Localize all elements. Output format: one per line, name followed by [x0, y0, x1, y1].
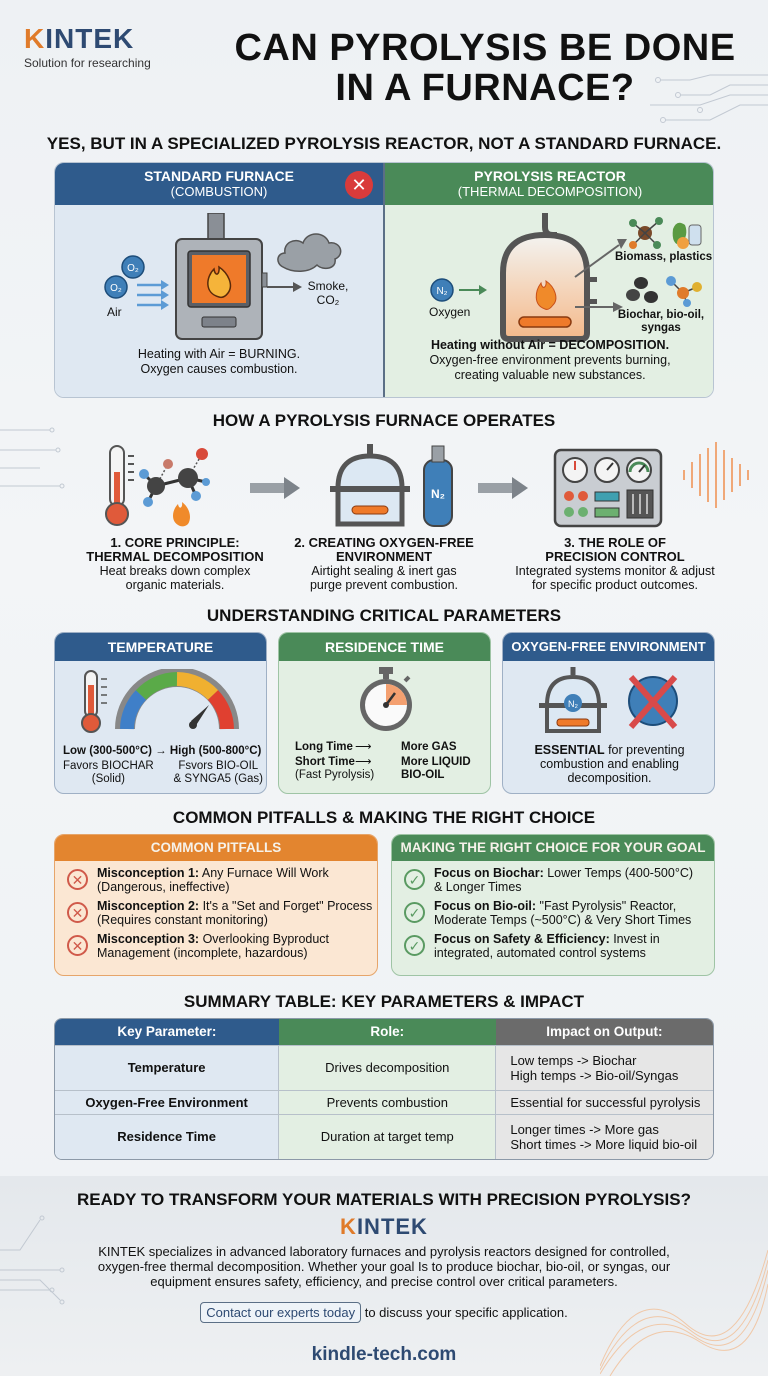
common-pitfalls-header: COMMON PITFALLS	[55, 835, 377, 861]
waveform-decoration-icon	[680, 440, 768, 510]
temperature-range-text: Low (300-500°C) → High (500-800°C) Favors BIOCHAR (Solid) Fsvors BIO-OIL & SYNGA5 (Gas)	[63, 745, 263, 785]
check-circle-icon: ✓	[404, 902, 425, 923]
website-link[interactable]: kindle-tech.com	[311, 1344, 457, 1365]
biomass-label: Biomass, plastics	[615, 251, 713, 263]
step-oxygen-free: 2. CREATING OXYGEN-FREE ENVIRONMENT Airtight sealing & inert gas purge prevent combustion.	[294, 535, 474, 592]
furnace-stove-icon	[170, 213, 270, 343]
residence-time-text: Long Time ⟶ More GAS Short Time ⟶ More LIQUID (Fast Pyrolysis) BIO-OIL	[295, 741, 471, 781]
oxygen-free-text: ESSENTIAL for preventing combustion and enabling decomposition.	[534, 743, 685, 785]
biomass-plastics-icon	[625, 215, 705, 251]
footer-description: KINTEK specializes in advanced laboratory furnaces and pyrolysis reactors designed for controlled, oxygen-free thermal decomposition. Whether your goal Is to produce biochar, bio-oil, or syngas, our equipment ensures safety, efficiency, and precise control over critical parameters.	[97, 1244, 671, 1289]
products-label: Biochar, bio-oil, syngas	[617, 309, 705, 334]
pitfalls-section-title: COMMON PITFALLS & MAKING THE RIGHT CHOICE	[172, 808, 596, 827]
step-arrow-icon	[250, 477, 300, 499]
standard-furnace-header: STANDARD FURNACE (COMBUSTION)	[55, 163, 383, 205]
comparison-panel	[54, 162, 714, 398]
control-panel-icon	[553, 448, 663, 528]
pitfall-item: ✕ Misconception 2: It's a "Set and Forget" Process (Requires constant monitoring)	[55, 899, 377, 927]
pyrolysis-reactor-caption: Heating without Air = DECOMPOSITION. Oxygen-free environment prevents burning, creating valuable new substances.	[429, 338, 671, 382]
standard-furnace-caption: Heating with Air = BURNING. Oxygen causes combustion.	[137, 347, 301, 376]
step-core-principle: 1. CORE PRINCIPLE: THERMAL DECOMPOSITION Heat breaks down complex organic materials.	[86, 535, 264, 592]
sealed-reactor-nitrogen-icon	[330, 444, 460, 530]
cross-circle-icon: ✕	[67, 869, 88, 890]
logo-tagline: Solution for researching	[24, 56, 151, 70]
nitrogen-inlet-icon	[429, 277, 489, 303]
common-pitfalls-card	[54, 834, 378, 976]
thermometer-gauge-icon	[79, 669, 249, 735]
table-row: Residence Time Duration at target temp Longer times -> More gas Short times -> More liquid bio-oil	[55, 1114, 713, 1159]
svg-text:N₂: N₂	[436, 286, 448, 297]
footer-cta-row: Contact our experts today to discuss your specific application.	[0, 1302, 768, 1323]
choice-item: ✓ Focus on Safety & Efficiency: Invest in integrated, automated control systems	[392, 932, 714, 960]
smoke-cloud-icon	[275, 225, 345, 275]
check-circle-icon: ✓	[404, 935, 425, 956]
footer-title: READY TO TRANSFORM YOUR MATERIALS WITH PRECISION PYROLYSIS?	[77, 1190, 691, 1209]
kintek-logo	[24, 24, 151, 70]
column-header: Role:	[279, 1019, 496, 1045]
sealed-chamber-no-oxygen-icon	[539, 667, 689, 737]
contact-experts-button[interactable]: Contact our experts today	[200, 1302, 361, 1323]
residence-time-card	[278, 632, 491, 794]
table-row: Oxygen-Free Environment Prevents combustion Essential for successful pyrolysis	[55, 1091, 713, 1115]
right-choice-card	[391, 834, 715, 976]
standard-furnace-panel	[55, 163, 385, 397]
pyrolysis-reactor-panel	[385, 163, 714, 397]
residence-time-card-header: RESIDENCE TIME	[279, 633, 490, 661]
svg-text:O₂: O₂	[127, 263, 139, 274]
column-header: Key Parameter:	[55, 1019, 279, 1045]
svg-text:O₂: O₂	[110, 283, 122, 294]
svg-text:N₂: N₂	[431, 487, 445, 501]
page-title: CAN PYROLYSIS BE DONE IN A FURNACE?	[234, 27, 736, 109]
logo-wordmark: KINTEK	[24, 23, 135, 54]
page-subtitle: YES, BUT IN A SPECIALIZED PYROLYSIS REACTOR, NOT A STANDARD FURNACE.	[46, 134, 722, 153]
temperature-card-header: TEMPERATURE	[55, 633, 266, 661]
air-label: Air	[107, 305, 122, 319]
summary-table-title: SUMMARY TABLE: KEY PARAMETERS & IMPACT	[183, 992, 585, 1011]
circuit-left-decoration-icon	[0, 410, 70, 500]
pyrolysis-reactor-header: PYROLYSIS REACTOR (THERMAL DECOMPOSITION)	[385, 163, 714, 205]
table-row: Temperature Drives decomposition Low temps -> Biochar High temps -> Bio-oil/Syngas	[55, 1045, 713, 1091]
step-arrow-icon	[478, 477, 528, 499]
pitfall-item: ✕ Misconception 3: Overlooking Byproduct Management (incomplete, hazardous)	[55, 932, 377, 960]
oxygen-free-card-header: OXYGEN-FREE ENVIRONMENT	[503, 633, 714, 661]
thermometer-molecule-icon	[98, 442, 228, 532]
circuit-decoration-icon	[650, 70, 768, 130]
svg-text:N₂: N₂	[568, 699, 578, 709]
temperature-card	[54, 632, 267, 794]
footer-logo: KINTEK	[340, 1214, 428, 1239]
cross-badge-icon: ✕	[345, 171, 373, 199]
smoke-label: Smoke, CO₂	[307, 279, 349, 307]
summary-table	[54, 1018, 714, 1160]
step-precision-control: 3. THE ROLE OF PRECISION CONTROL Integrated systems monitor & adjust for specific product outcomes.	[515, 535, 715, 592]
choice-item: ✓ Focus on Bio-oil: "Fast Pyrolysis" Reactor, Moderate Temps (~500°C) & Very Short Times	[392, 899, 714, 927]
check-circle-icon: ✓	[404, 869, 425, 890]
oxygen-label: Oxygen	[429, 305, 471, 319]
output-arrows-icon	[571, 229, 631, 319]
biochar-products-icon	[625, 273, 705, 309]
pitfall-item: ✕ Misconception 1: Any Furnace Will Work (Dangerous, ineffective)	[55, 866, 377, 894]
choice-item: ✓ Focus on Biochar: Lower Temps (400-500°C) & Longer Times	[392, 866, 714, 894]
cross-circle-icon: ✕	[67, 935, 88, 956]
operation-section-title: HOW A PYROLYSIS FURNACE OPERATES	[212, 411, 556, 430]
oxygen-free-card	[502, 632, 715, 794]
column-header: Impact on Output:	[496, 1019, 713, 1045]
cross-circle-icon: ✕	[67, 902, 88, 923]
right-choice-header: MAKING THE RIGHT CHOICE FOR YOUR GOAL	[392, 835, 714, 861]
table-header-row	[55, 1019, 713, 1045]
stopwatch-icon	[355, 667, 417, 733]
parameters-section-title: UNDERSTANDING CRITICAL PARAMETERS	[206, 606, 562, 625]
